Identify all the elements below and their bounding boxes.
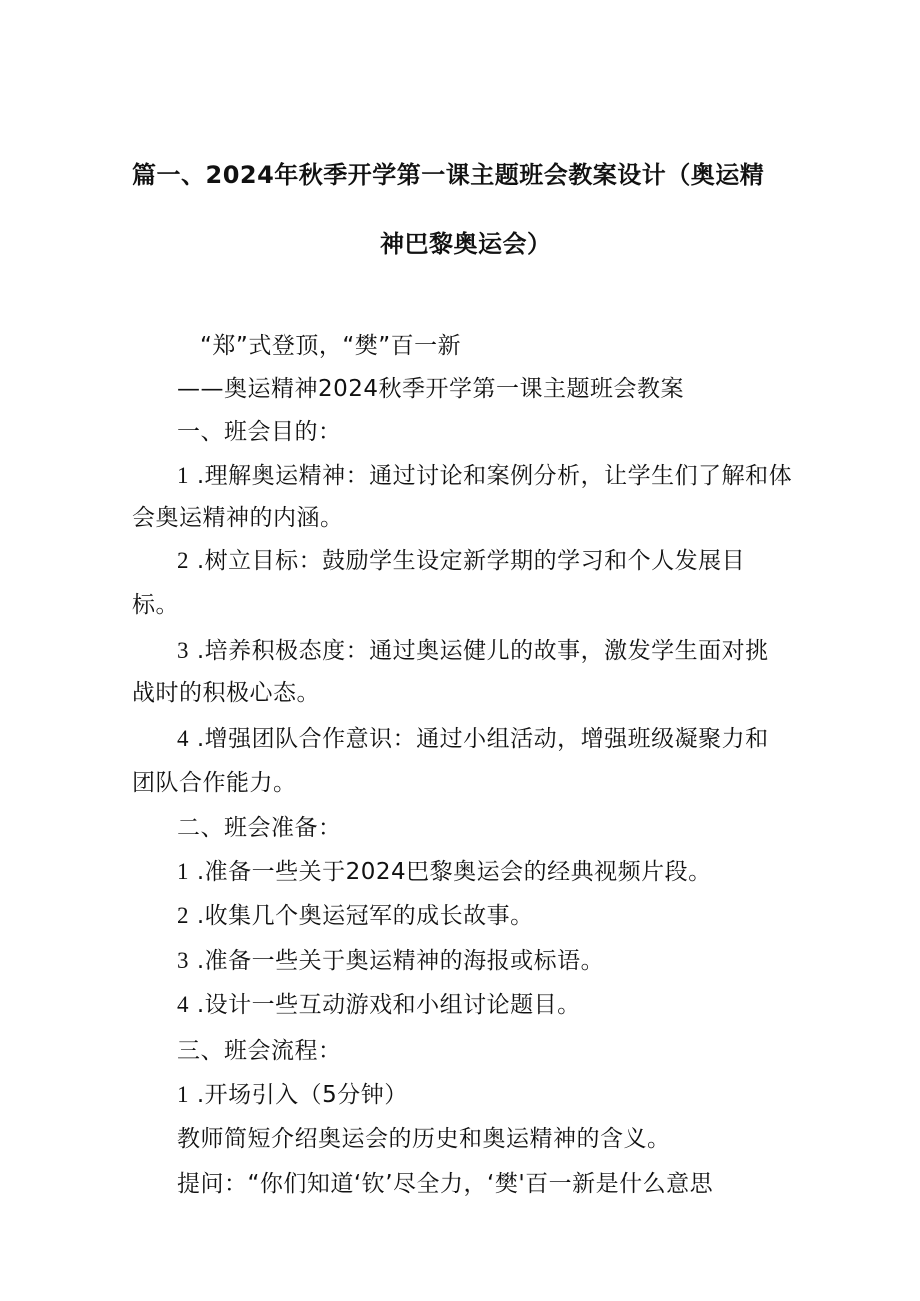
item-number: 1 [177,859,189,884]
purpose-item-4-cont: 团队合作能力。 [132,770,297,796]
item-text: .准备一些关于奥运精神的海报或标语。 [196,948,605,974]
process-paragraph-1: 教师简短介绍奥运会的历史和奥运精神的含义。 [177,1126,671,1152]
preparation-item-2 [177,901,534,931]
purpose-item-3 [177,636,769,666]
document-title-line-2: 神巴黎奥运会） [380,230,552,258]
item-text: .准备一些关于2024巴黎奥运会的经典视频片段。 [196,859,712,885]
section-heading-process: 三、班会流程： [177,1038,342,1064]
item-number: 2 [177,903,189,928]
item-number: 3 [177,638,189,663]
item-number: 2 [177,548,189,573]
item-text: .增强团队合作意识：通过小组活动，增强班级凝聚力和 [196,726,769,752]
subtitle-sub: ——奥运精神2024秋季开学第一课主题班会教案 [177,376,685,402]
purpose-item-1 [177,461,792,491]
item-text: .树立目标：鼓励学生设定新学期的学习和个人发展目 [196,548,746,574]
preparation-item-3 [177,946,604,976]
purpose-item-1-cont: 会奥运精神的内涵。 [132,505,344,531]
item-number: 1 [177,1082,189,1107]
purpose-item-4 [177,724,769,754]
process-paragraph-2: 提问：“你们知道‘钦’尽全力，‘樊'百一新是什么意思 [177,1171,714,1197]
item-text: .设计一些互动游戏和小组讨论题目。 [196,992,581,1018]
process-step-1 [177,1080,408,1110]
item-text: .开场引入（5分钟） [196,1082,408,1108]
item-number: 4 [177,726,189,751]
purpose-item-3-cont: 战时的积极心态。 [132,680,320,706]
section-heading-purpose: 一、班会目的： [177,419,342,445]
preparation-item-1 [177,857,712,887]
item-text: .理解奥运精神：通过讨论和案例分析，让学生们了解和体 [196,463,793,489]
item-number: 3 [177,948,189,973]
item-number: 1 [177,463,189,488]
section-heading-preparation: 二、班会准备： [177,815,342,841]
item-text: .收集几个奥运冠军的成长故事。 [196,903,534,929]
purpose-item-2 [177,546,745,576]
item-number: 4 [177,992,189,1017]
purpose-item-2-cont: 标。 [132,592,179,618]
document-title-line-1: 篇一、2024年秋季开学第一课主题班会教案设计（奥运精 [132,161,765,189]
subtitle-main: “郑”式登顶，“樊”百一新 [200,333,462,359]
preparation-item-4 [177,990,581,1020]
item-text: .培养积极态度：通过奥运健儿的故事，激发学生面对挑 [196,638,769,664]
